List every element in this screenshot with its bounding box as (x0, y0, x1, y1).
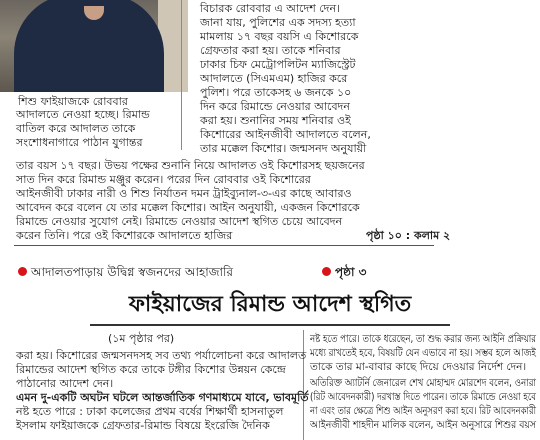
story-left-line-1: করা হয়। কিশোরের জন্মসনদসহ সব তথ্য পর্যালোচনা করে আদালত (16, 349, 307, 362)
right-col-line-6: আদালতে (সিএমএম) হাজির করে (200, 72, 348, 85)
story-right-line-3: তাকে তার মা-বাবার কাছে দিয়ে দেওয়ার নির্দেশ দেন। (310, 361, 527, 373)
story-right-line-4: অতিরিক্ত অ্যাটর্নি জেনারেল শেখ মোহাম্মদ মোরশেদ বলেন, ওনারা (310, 377, 536, 389)
story-left-line-5: নষ্ট হতে পারে : ঢাকা কলেজের প্রথম বর্ষের শিক্ষার্থী হাসনাতুল (16, 405, 284, 418)
headline: ফাইয়াজের রিমান্ড আদেশ স্থগিত (128, 291, 412, 317)
right-col-line-5: ঢাকার চিফ মেট্রোপলিটন ম্যাজিস্ট্রেট (200, 58, 356, 71)
news-photo (0, 0, 188, 92)
continued-page-ref[interactable]: পৃষ্ঠা ১০ : কলাম ২ (366, 229, 451, 242)
story-left-line-6: ইসলাম ফাইয়াজকে গ্রেফতার-রিমান্ড বিষয়ে ইংরেজি দৈনিক (16, 419, 270, 432)
right-col-line-11: তার মক্কেল কিশোর। জন্মসনদ অনুযায়ী (200, 142, 367, 155)
paragraph-line-2: সাত দিন করে রিমান্ড মঞ্জুর করেন। পরের দিন রোববার ওই কিশোরের (16, 173, 311, 186)
right-col-line-4: গ্রেফতার করা হয়। তাকে শনিবার (200, 44, 341, 57)
photo-caption-line-1: শিশু ফাইয়াজকে রোববার (18, 95, 128, 108)
story-right-line-5: (রিট আবেদনকারী) দরখাস্ত দিতে পারেন। তাকে রিমান্ডে নেওয়া হবে (310, 391, 536, 403)
paragraph-line-4: আবেদন করে বলেন যে তার মক্কেল কিশোর। আইন অনুযায়ী, একজন কিশোরকে (16, 201, 360, 214)
paragraph-line-3: আইনজীবী ঢাকার নারী ও শিশু নির্যাতন দমন ট্রাইব্যুনাল-৩-এর কাছে আবারও (16, 187, 352, 200)
teaser-text[interactable]: আদালতপাড়ায় উদ্বিগ্ন স্বজনদের আহাজারি (31, 265, 233, 279)
right-col-line-2: জানা যায়, পুলিশের এক সদস্য হত্যা (200, 16, 356, 29)
story-subhead-line-1: এমন দু-একটি অঘটন ঘটলে আন্তর্জাতিক গণমাধ্যমে যাবে, ভাবমূর্তি (16, 391, 309, 404)
red-bullet-icon (322, 267, 331, 276)
teaser-page-ref[interactable]: পৃষ্ঠা ৩ (335, 265, 367, 279)
from-page-label: (১ম পৃষ্ঠার পর) (108, 332, 175, 345)
column-divider (181, 0, 182, 150)
story-right-line-6: না এবং তার ক্ষেত্রে শিশু আইন অনুসরণ করা হবে। রিট আবেদনকারী (310, 405, 536, 417)
photo-caption-line-2: আদালতে নেওয়া হচ্ছে। রিমান্ড (16, 108, 150, 121)
paragraph-line-5: রিমান্ডে নেওয়ার সুযোগ নেই। রিমান্ডে নেওয়ার আদেশ স্থগিত চেয়ে আবেদন (16, 215, 343, 228)
photo-caption-line-3: বাতিল করে আদালত তাকে (16, 122, 136, 135)
right-col-line-7: পুলিশ। পরে তাকেসহ ৬ জনকে ১০ (200, 86, 352, 99)
paragraph-line-1: তার বয়স ১৭ বছর। উভয় পক্ষের শুনানি নিয়ে আদালত ওই কিশোরসহ ছয়জনের (16, 159, 365, 172)
red-bullet-icon (18, 267, 27, 276)
story-right-line-2: মধ্যে রাখতেই হবে, বিষয়টি যেন এভাবে না হয়। সম্ভব হলে আজই (310, 347, 536, 359)
photo-caption-line-4: সংশোধনাগারে পাঠান যুগান্তর (16, 136, 143, 149)
story-right-line-1: নষ্ট হতে পারে। তাকে ধরেছেন, তা শুদ্ধ করার জন্য আইনি প্রক্রিয়ার (310, 333, 536, 345)
story-left-line-2: রিমান্ডের আদেশ স্থগিত করে তাকে টঙ্গীর কিশোর উন্নয়ন কেন্দ্রে (16, 363, 286, 376)
right-col-line-1: বিচারক রোববার এ আদেশ দেন। (200, 2, 340, 15)
right-col-line-10: কিশোরের আইনজীবী আদালতে বলেন, (200, 128, 371, 141)
column-divider (303, 330, 304, 440)
right-col-line-3: মামলায় ১৭ বছর বয়সি এ কিশোরকে (200, 30, 359, 43)
section-rule (14, 245, 434, 246)
right-col-line-8: দিন করে রিমান্ডে নেওয়ার আবেদন (200, 100, 350, 113)
headline-underline (90, 324, 450, 326)
right-col-line-9: করা হয়। শুনানির সময় শনিবার ওই (200, 114, 351, 127)
story-left-line-3: পাঠানোর আদেশ দেন। (16, 377, 114, 390)
paragraph-line-6: করেন তিনি। পরে ওই কিশোরকে আদালতে হাজির (16, 229, 233, 242)
story-right-line-7: আইনজীবী শাহদীন মালিক বলেন, আইন অনুসারে শিশুর বয়স (310, 419, 536, 431)
